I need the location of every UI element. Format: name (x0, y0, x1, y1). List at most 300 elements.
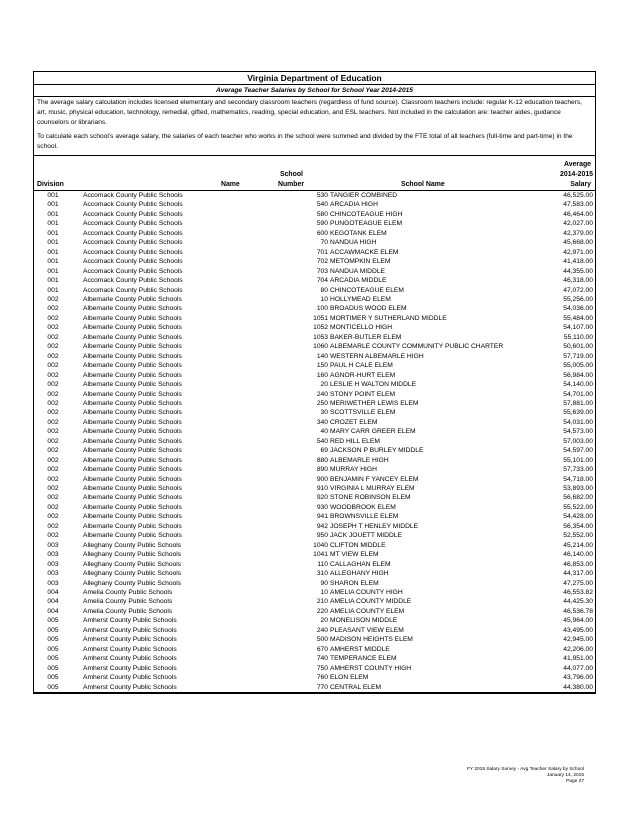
cell-division: 002 (47, 466, 59, 474)
cell-division: 001 (47, 220, 59, 228)
cell-salary: 54,597.00 (563, 447, 593, 455)
column-header-school-name: School Name (401, 180, 445, 188)
table-row (34, 352, 595, 361)
cell-division-name: Amherst County Public Schools (83, 674, 177, 682)
cell-school-number: 70 (320, 239, 328, 247)
cell-school-number: 160 (316, 371, 328, 379)
cell-division-name: Albemarle County Public Schools (83, 333, 182, 341)
description-paragraph: To calculate each school’s average salary, the salaries of each teacher who works in the school were summed and divided by the FTE total of all teachers (full-time and part-time) in the school. (37, 133, 573, 151)
table-row (34, 550, 595, 559)
table-row (34, 475, 595, 484)
column-header-school-number-line2: Number (278, 180, 305, 188)
cell-salary: 57,881.00 (563, 399, 593, 407)
cell-division-name: Accomack County Public Schools (83, 248, 183, 256)
cell-division-name: Albemarle County Public Schools (83, 456, 182, 464)
cell-division-name: Albemarle County Public Schools (83, 352, 182, 360)
cell-salary: 55,110.00 (563, 333, 593, 341)
cell-division-name: Albemarle County Public Schools (83, 295, 182, 303)
cell-division-name: Albemarle County Public Schools (83, 399, 182, 407)
cell-school-name: JACK JOUETT MIDDLE (330, 532, 402, 540)
cell-division-name: Amelia County Public Schools (83, 607, 173, 615)
cell-school-name: AGNOR-HURT ELEM (330, 371, 396, 379)
cell-school-number: 100 (316, 305, 328, 313)
table-row (34, 522, 595, 531)
cell-division-name: Accomack County Public Schools (83, 210, 183, 218)
cell-school-name: MADISON HEIGHTS ELEM (330, 636, 413, 644)
cell-school-name: AMHERST COUNTY HIGH (330, 664, 412, 672)
cell-salary: 55,639.00 (563, 409, 593, 417)
cell-school-name: LESLIE H WALTON MIDDLE (330, 381, 417, 389)
table-row (34, 380, 595, 389)
cell-school-name: KEGOTANK ELEM (330, 229, 387, 237)
cell-school-name: BROADUS WOOD ELEM (330, 305, 407, 313)
cell-salary: 53,893.00 (563, 485, 593, 493)
cell-school-name: STONY POINT ELEM (330, 390, 396, 398)
cell-division-name: Albemarle County Public Schools (83, 324, 182, 332)
cell-division-name: Albemarle County Public Schools (83, 466, 182, 474)
table-row (34, 437, 595, 446)
cell-division: 004 (47, 589, 59, 597)
cell-division: 002 (47, 485, 59, 493)
cell-division-name: Amherst County Public Schools (83, 645, 177, 653)
cell-school-number: 880 (316, 456, 328, 464)
cell-school-number: 770 (316, 683, 328, 691)
cell-division: 002 (47, 532, 59, 540)
cell-school-number: 240 (316, 390, 328, 398)
cell-salary: 50,601.00 (563, 343, 593, 351)
cell-school-number: 10 (320, 295, 328, 303)
cell-school-number: 590 (316, 220, 328, 228)
cell-school-name: ACCAWMACKE ELEM (330, 248, 399, 256)
cell-division-name: Accomack County Public Schools (83, 201, 183, 209)
cell-school-number: 540 (316, 201, 328, 209)
cell-school-name: AMHERST MIDDLE (330, 645, 390, 653)
table-row (34, 248, 595, 257)
cell-division-name: Albemarle County Public Schools (83, 305, 182, 313)
table-row (34, 503, 595, 512)
cell-school-name: ALBEMARLE COUNTY COMMUNITY PUBLIC CHARTER (330, 343, 504, 351)
cell-division: 002 (47, 428, 59, 436)
table-row (34, 645, 595, 654)
cell-division: 002 (47, 503, 59, 511)
cell-division-name: Accomack County Public Schools (83, 286, 183, 294)
cell-school-name: METOMPKIN ELEM (330, 258, 391, 266)
cell-school-name: AMELIA COUNTY ELEM (330, 607, 405, 615)
cell-salary: 46,525.00 (563, 191, 593, 199)
cell-school-name: PUNGOTEAGUE ELEM (330, 220, 403, 228)
cell-division-name: Albemarle County Public Schools (83, 513, 182, 521)
cell-division: 002 (47, 456, 59, 464)
cell-division: 002 (47, 494, 59, 502)
cell-division: 001 (47, 258, 59, 266)
cell-division: 002 (47, 399, 59, 407)
table-row (34, 399, 595, 408)
cell-division-name: Albemarle County Public Schools (83, 362, 182, 370)
cell-division: 001 (47, 248, 59, 256)
cell-school-number: 90 (320, 579, 328, 587)
table-row (34, 238, 595, 247)
cell-school-number: 740 (316, 655, 328, 663)
table-row (34, 579, 595, 588)
cell-division: 002 (47, 343, 59, 351)
cell-salary: 41,951.00 (563, 655, 593, 663)
cell-salary: 54,107.00 (563, 324, 593, 332)
cell-school-name: MARY CARR GREER ELEM (330, 428, 416, 436)
cell-salary: 42,206.00 (563, 645, 593, 653)
cell-division-name: Alleghany County Public Schools (83, 541, 182, 549)
cell-school-number: 942 (316, 522, 328, 530)
cell-salary: 46,318.00 (563, 277, 593, 285)
cell-school-number: 930 (316, 503, 328, 511)
table-row (34, 465, 595, 474)
report-sheet (33, 71, 596, 694)
cell-division-name: Alleghany County Public Schools (83, 560, 182, 568)
cell-salary: 45,964.00 (563, 617, 593, 625)
cell-school-name: SCOTTSVILLE ELEM (330, 409, 396, 417)
cell-salary: 55,256.00 (563, 295, 593, 303)
cell-school-number: 600 (316, 229, 328, 237)
table-row (34, 371, 595, 380)
table-body (34, 191, 595, 692)
cell-salary: 46,553.82 (563, 589, 593, 597)
cell-school-number: 110 (317, 560, 328, 568)
cell-school-number: 80 (320, 286, 328, 294)
cell-salary: 55,522.00 (563, 503, 593, 511)
cell-school-number: 340 (316, 418, 328, 426)
cell-division-name: Accomack County Public Schools (83, 267, 183, 275)
cell-division-name: Accomack County Public Schools (83, 239, 183, 247)
cell-school-name: NANDUA MIDDLE (330, 267, 385, 275)
cell-salary: 56,682.00 (563, 494, 593, 502)
cell-salary: 52,552.00 (563, 532, 593, 540)
cell-school-name: CLIFTON MIDDLE (330, 541, 386, 549)
column-header-division: Division (37, 180, 64, 188)
table-row (34, 654, 595, 663)
table-row (34, 219, 595, 228)
cell-division: 002 (47, 362, 59, 370)
cell-salary: 54,031.00 (563, 418, 593, 426)
salary-table (34, 191, 595, 693)
cell-division-name: Albemarle County Public Schools (83, 494, 182, 502)
table-row (34, 191, 595, 200)
cell-school-name: CHINCOTEAGUE ELEM (330, 286, 404, 294)
cell-school-name: BAKER-BUTLER ELEM (330, 333, 402, 341)
cell-division-name: Amherst County Public Schools (83, 626, 177, 634)
cell-division-name: Albemarle County Public Schools (83, 475, 182, 483)
cell-school-number: 240 (316, 626, 328, 634)
cell-salary: 45,214.00 (563, 541, 593, 549)
cell-salary: 54,701.00 (563, 390, 593, 398)
cell-salary: 46,853.00 (563, 560, 593, 568)
table-row (34, 541, 595, 550)
cell-school-number: 670 (316, 645, 328, 653)
cell-division: 001 (47, 277, 59, 285)
cell-division-name: Accomack County Public Schools (83, 191, 183, 199)
column-header-salary-line3: Salary (570, 180, 591, 188)
cell-school-name: VIRGINIA L MURRAY ELEM (330, 485, 415, 493)
cell-school-name: CENTRAL ELEM (330, 683, 382, 691)
cell-school-name: JOSEPH T HENLEY MIDDLE (330, 522, 419, 530)
cell-school-number: 20 (320, 617, 328, 625)
cell-school-number: 950 (316, 532, 328, 540)
cell-school-name: WESTERN ALBEMARLE HIGH (330, 352, 424, 360)
cell-school-name: PAUL H CALE ELEM (330, 362, 393, 370)
cell-division: 005 (47, 626, 59, 634)
cell-school-name: ARCADIA MIDDLE (330, 277, 387, 285)
cell-school-name: STONE ROBINSON ELEM (330, 494, 411, 502)
cell-salary: 42,971.00 (563, 248, 593, 256)
cell-division-name: Albemarle County Public Schools (83, 485, 182, 493)
cell-school-number: 1041 (313, 551, 328, 559)
cell-division: 002 (47, 305, 59, 313)
cell-division: 005 (47, 636, 59, 644)
cell-division: 002 (47, 352, 59, 360)
cell-school-name: BENJAMIN F YANCEY ELEM (330, 475, 419, 483)
cell-division-name: Albemarle County Public Schools (83, 503, 182, 511)
cell-division: 005 (47, 645, 59, 653)
table-row (34, 210, 595, 219)
cell-division: 003 (47, 560, 59, 568)
cell-division-name: Accomack County Public Schools (83, 277, 183, 285)
cell-school-number: 1040 (313, 541, 328, 549)
cell-school-number: 703 (316, 267, 328, 275)
cell-salary: 46,536.78 (563, 607, 593, 615)
cell-division: 004 (47, 607, 59, 615)
cell-school-number: 900 (316, 475, 328, 483)
cell-division: 002 (47, 475, 59, 483)
cell-division-name: Alleghany County Public Schools (83, 551, 182, 559)
cell-salary: 44,380.00 (563, 683, 593, 691)
footer-page-number: Page 27 (566, 779, 584, 785)
cell-school-name: PLEASANT VIEW ELEM (330, 626, 404, 634)
cell-division-name: Amelia County Public Schools (83, 589, 173, 597)
cell-division-name: Amherst County Public Schools (83, 655, 177, 663)
cell-division-name: Albemarle County Public Schools (83, 409, 182, 417)
cell-salary: 54,140.00 (563, 381, 593, 389)
cell-division: 001 (47, 267, 59, 275)
page-footer (467, 767, 584, 786)
cell-division: 002 (47, 333, 59, 341)
table-row (34, 512, 595, 521)
table-row (34, 493, 595, 502)
cell-salary: 46,140.00 (563, 551, 593, 559)
cell-school-number: 750 (316, 664, 328, 672)
cell-school-number: 702 (316, 258, 328, 266)
cell-school-name: TANGIER COMBINED (330, 191, 398, 199)
cell-division: 005 (47, 655, 59, 663)
cell-division: 005 (47, 617, 59, 625)
cell-school-name: CROZET ELEM (330, 418, 378, 426)
cell-division-name: Amherst County Public Schools (83, 617, 177, 625)
cell-division: 003 (47, 579, 59, 587)
cell-school-number: 540 (316, 437, 328, 445)
cell-school-number: 20 (320, 381, 328, 389)
cell-division: 002 (47, 437, 59, 445)
cell-school-number: 150 (316, 362, 328, 370)
cell-school-number: 30 (320, 409, 328, 417)
cell-division-name: Albemarle County Public Schools (83, 343, 182, 351)
cell-division-name: Accomack County Public Schools (83, 258, 183, 266)
cell-school-name: TEMPERANCE ELEM (330, 655, 397, 663)
report-subtitle: Average Teacher Salaries by School for School Year 2014-2015 (34, 85, 595, 97)
column-header-school-number-line1: School (280, 170, 303, 178)
table-row (34, 427, 595, 436)
cell-salary: 47,275.00 (563, 579, 593, 587)
cell-salary: 57,719.00 (563, 352, 593, 360)
cell-school-number: 1053 (313, 333, 328, 341)
cell-division: 005 (47, 674, 59, 682)
table-row (34, 333, 595, 342)
cell-school-number: 890 (316, 466, 328, 474)
cell-school-number: 530 (316, 191, 328, 199)
cell-salary: 57,733.00 (563, 466, 593, 474)
cell-salary: 47,583.00 (563, 201, 593, 209)
table-row (34, 484, 595, 493)
table-row (34, 342, 595, 351)
cell-division-name: Albemarle County Public Schools (83, 522, 182, 530)
cell-division: 001 (47, 191, 59, 199)
table-row (34, 683, 595, 692)
cell-division: 003 (47, 541, 59, 549)
cell-division-name: Albemarle County Public Schools (83, 437, 182, 445)
cell-salary: 57,003.00 (563, 437, 593, 445)
table-row (34, 286, 595, 295)
cell-school-number: 1060 (313, 343, 328, 351)
cell-school-number: 701 (316, 248, 328, 256)
cell-salary: 42,945.00 (563, 636, 593, 644)
cell-school-number: 69 (320, 447, 328, 455)
footer-date: January 14, 2015 (546, 773, 584, 779)
cell-division-name: Accomack County Public Schools (83, 229, 183, 237)
cell-salary: 55,101.00 (563, 456, 593, 464)
cell-division-name: Amherst County Public Schools (83, 683, 177, 691)
cell-school-name: RED HILL ELEM (330, 437, 380, 445)
cell-division-name: Albemarle County Public Schools (83, 428, 182, 436)
cell-school-number: 1051 (313, 314, 328, 322)
cell-salary: 54,428.00 (563, 513, 593, 521)
table-row (34, 456, 595, 465)
table-row (34, 616, 595, 625)
cell-school-number: 40 (320, 428, 328, 436)
cell-division: 005 (47, 683, 59, 691)
cell-salary: 56,984.00 (563, 371, 593, 379)
cell-salary: 44,317.00 (563, 570, 593, 578)
cell-division-name: Albemarle County Public Schools (83, 314, 182, 322)
cell-school-number: 220 (316, 607, 328, 615)
cell-division: 002 (47, 381, 59, 389)
cell-division: 002 (47, 418, 59, 426)
table-row (34, 635, 595, 644)
cell-school-number: 580 (316, 210, 328, 218)
cell-division: 002 (47, 447, 59, 455)
cell-salary: 54,718.00 (563, 475, 593, 483)
cell-salary: 54,573.00 (563, 428, 593, 436)
cell-school-name: CALLAGHAN ELEM (330, 560, 391, 568)
table-row (34, 560, 595, 569)
cell-school-name: CHINCOTEAGUE HIGH (330, 210, 403, 218)
report-title: Virginia Department of Education (34, 72, 595, 85)
cell-school-number: 704 (316, 277, 328, 285)
table-row (34, 267, 595, 276)
table-row (34, 229, 595, 238)
cell-division-name: Albemarle County Public Schools (83, 371, 182, 379)
cell-division-name: Albemarle County Public Schools (83, 390, 182, 398)
cell-division-name: Amelia County Public Schools (83, 598, 173, 606)
table-row (34, 607, 595, 616)
cell-division-name: Amherst County Public Schools (83, 636, 177, 644)
cell-school-number: 760 (316, 674, 328, 682)
cell-salary: 44,077.00 (563, 664, 593, 672)
cell-salary: 54,036.00 (563, 305, 593, 313)
cell-school-name: ARCADIA HIGH (330, 201, 378, 209)
cell-division-name: Amherst County Public Schools (83, 664, 177, 672)
column-header-salary-line2: 2014-2015 (560, 170, 593, 178)
cell-division: 002 (47, 522, 59, 530)
cell-salary: 45,668.00 (563, 239, 593, 247)
cell-school-number: 910 (316, 485, 328, 493)
cell-salary: 43,495.00 (563, 626, 593, 634)
cell-school-name: AMELIA COUNTY HIGH (330, 589, 403, 597)
cell-division: 003 (47, 551, 59, 559)
table-row (34, 597, 595, 606)
cell-school-name: MT VIEW ELEM (330, 551, 379, 559)
table-row (34, 390, 595, 399)
table-row (34, 361, 595, 370)
cell-school-name: NANDUA HIGH (330, 239, 377, 247)
cell-salary: 56,354.00 (563, 522, 593, 530)
cell-school-name: ALLEGHANY HIGH (330, 570, 389, 578)
cell-school-number: 250 (316, 399, 328, 407)
cell-school-name: ALBEMARLE HIGH (330, 456, 389, 464)
table-row (34, 531, 595, 540)
cell-school-name: HOLLYMEAD ELEM (330, 295, 391, 303)
cell-school-name: JACKSON P BURLEY MIDDLE (330, 447, 424, 455)
cell-division: 004 (47, 598, 59, 606)
table-row (34, 314, 595, 323)
cell-division: 003 (47, 570, 59, 578)
cell-division: 001 (47, 286, 59, 294)
table-row (34, 295, 595, 304)
cell-school-number: 310 (316, 570, 328, 578)
cell-division: 001 (47, 201, 59, 209)
table-row (34, 200, 595, 209)
cell-school-number: 941 (316, 513, 328, 521)
cell-school-number: 500 (316, 636, 328, 644)
cell-school-number: 1052 (313, 324, 328, 332)
cell-division-name: Albemarle County Public Schools (83, 418, 182, 426)
cell-division: 001 (47, 229, 59, 237)
table-row (34, 673, 595, 682)
table-row (34, 418, 595, 427)
description-paragraph: The average salary calculation includes licensed elementary and secondary classroom teachers (regardless of fund source). Classroom teachers include: regular K-12 education teachers, art, music, physical education, technology, remedial, gifted, mathematics, reading, special education, and ESL teachers. Not included in the calculation are: teacher aides, guidance counselors or librarians. (37, 99, 582, 126)
cell-salary: 44,425.30 (563, 598, 593, 606)
cell-salary: 42,027.00 (563, 220, 593, 228)
table-row (34, 664, 595, 673)
cell-salary: 55,005.00 (563, 362, 593, 370)
column-header-name: Name (221, 180, 240, 188)
cell-division-name: Albemarle County Public Schools (83, 532, 182, 540)
cell-school-number: 210 (316, 598, 328, 606)
table-row (34, 323, 595, 332)
cell-school-name: MERIWETHER LEWIS ELEM (330, 399, 419, 407)
table-row (34, 569, 595, 578)
cell-division-name: Accomack County Public Schools (83, 220, 183, 228)
cell-salary: 42,379.00 (563, 229, 593, 237)
table-row (34, 408, 595, 417)
cell-school-name: BROWNSVILLE ELEM (330, 513, 399, 521)
cell-school-name: SHARON ELEM (330, 579, 379, 587)
table-row (34, 588, 595, 597)
